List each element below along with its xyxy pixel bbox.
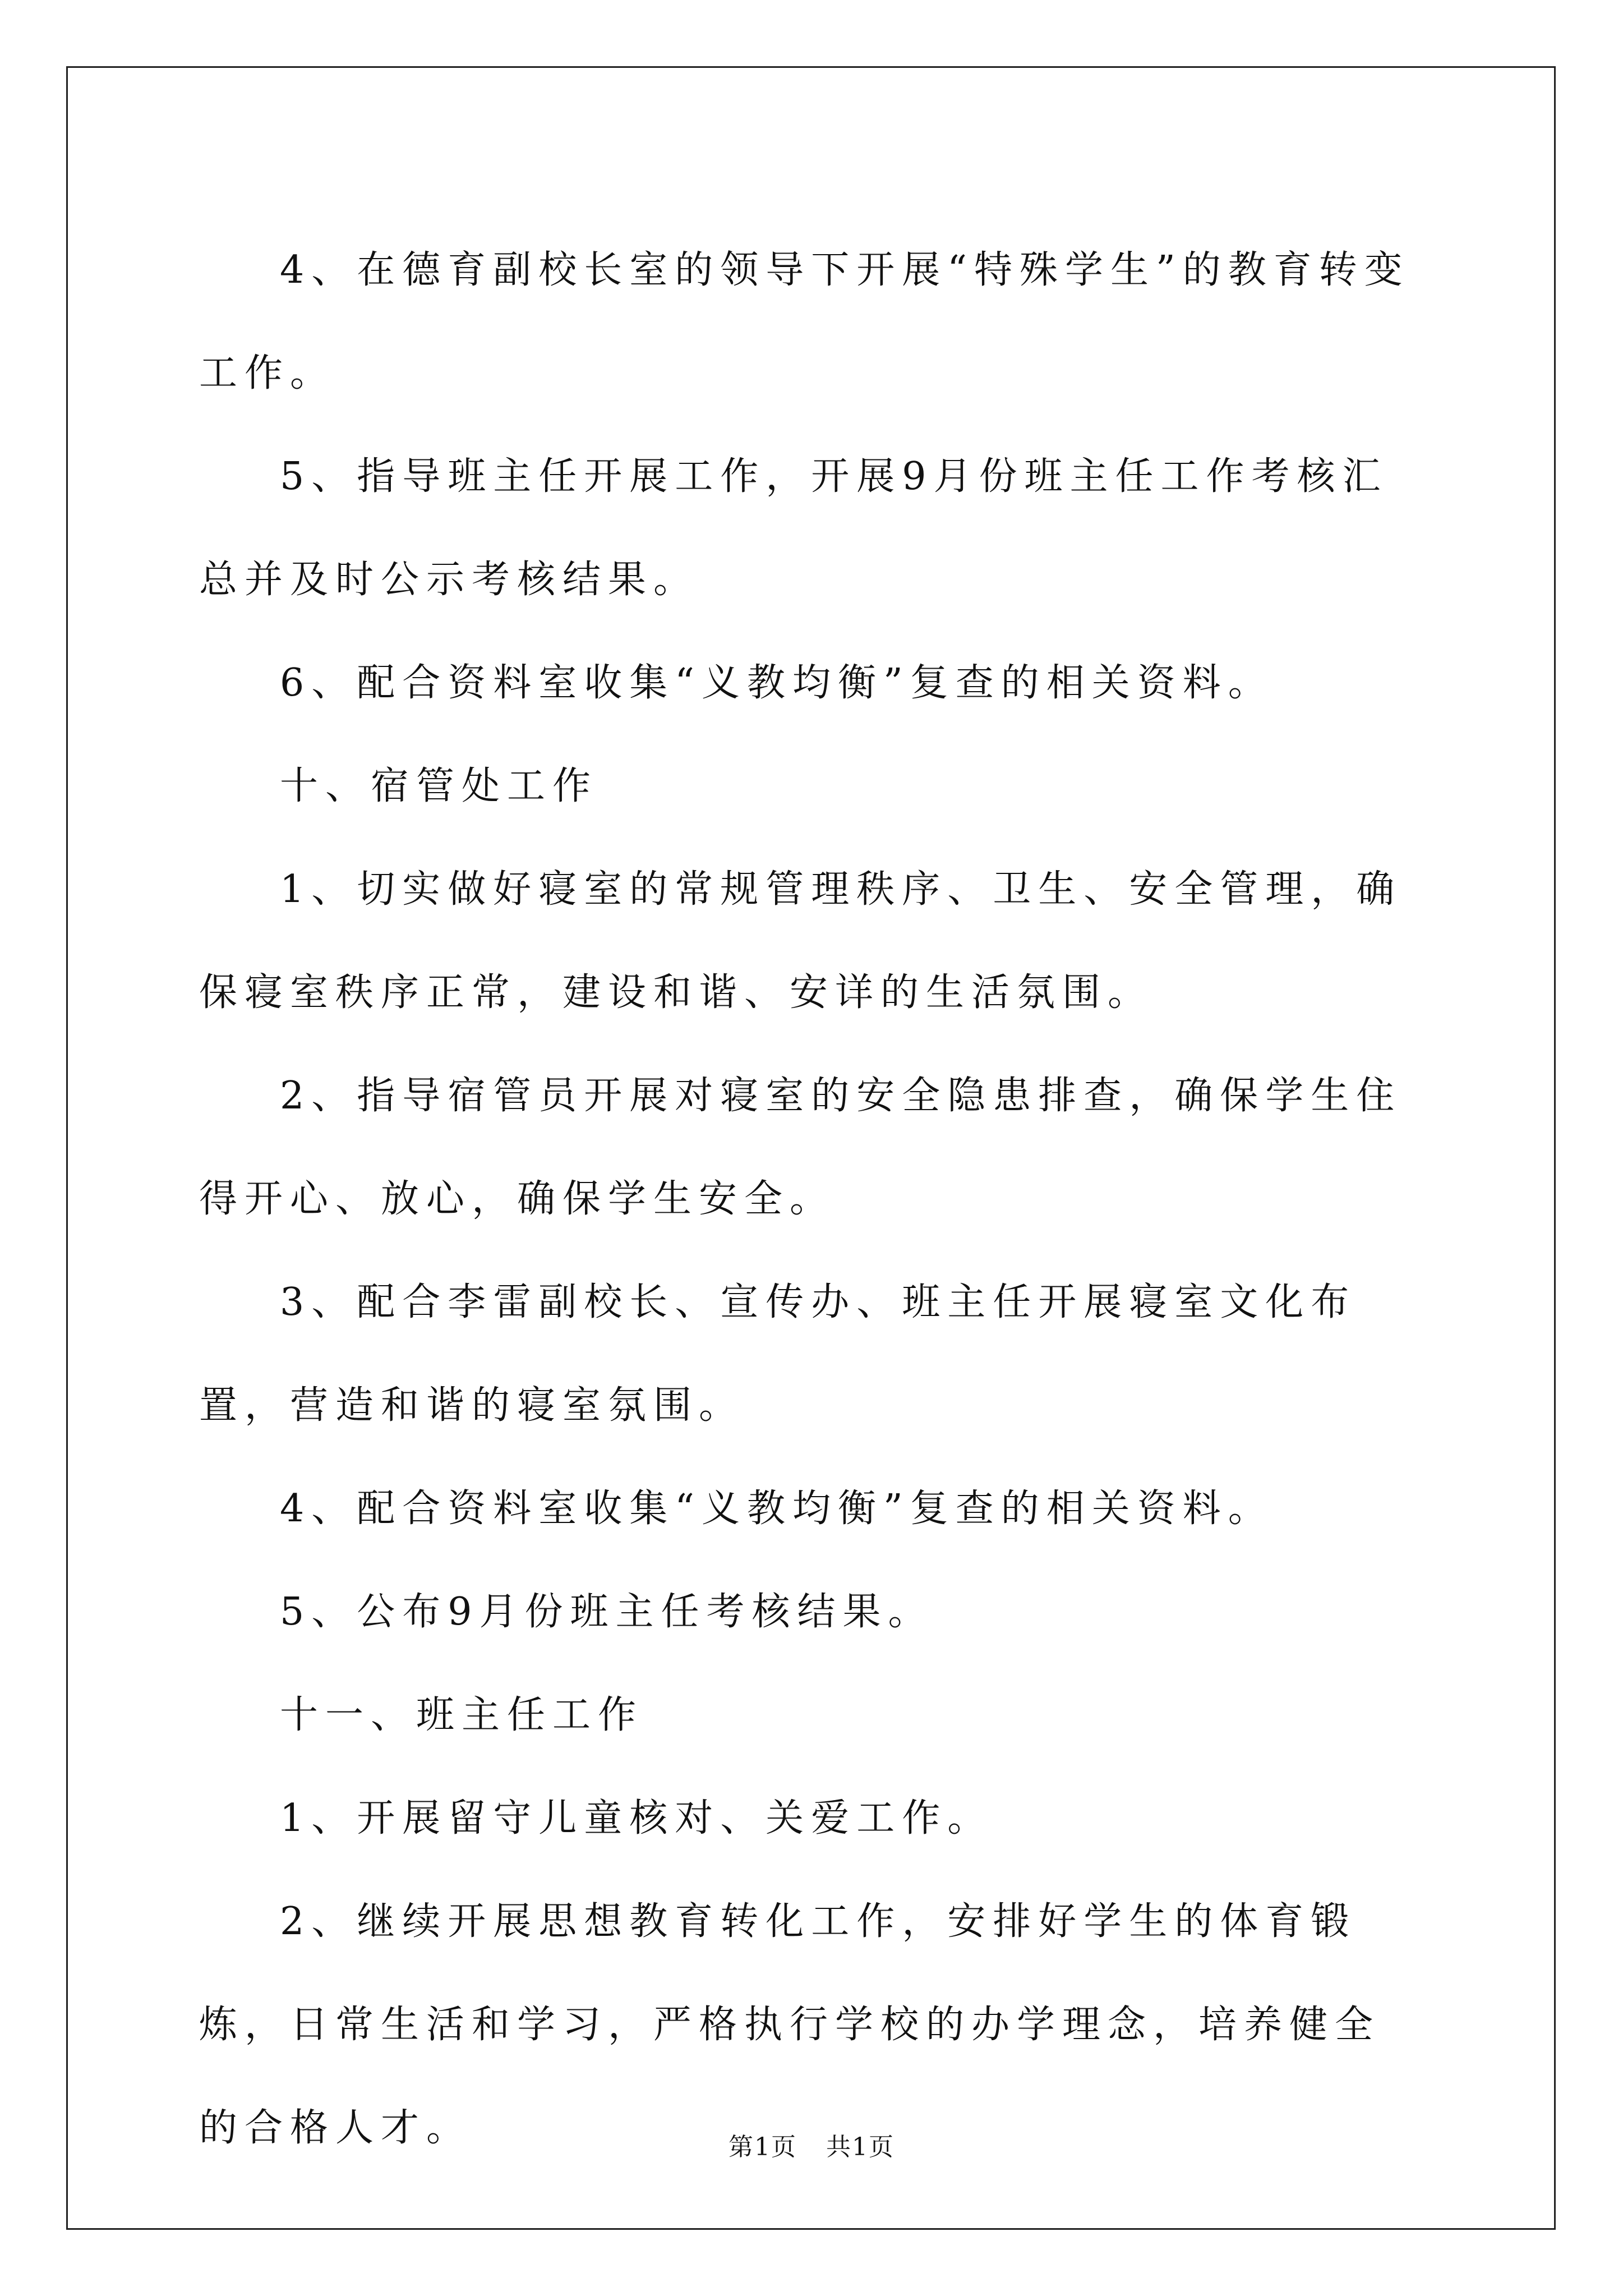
page-number-current: 第1页 (728, 2133, 797, 2161)
paragraph: 4、在德育副校长室的领导下开展“特殊学生”的教育转变工作。 (199, 248, 1410, 395)
section-heading: 十、宿管处工作 (280, 764, 598, 808)
paragraph: 5、指导班主任开展工作，开展9月份班主任工作考核汇总并及时公示考核结果。 (199, 454, 1388, 602)
document-body (199, 219, 1422, 2180)
paragraph: 2、指导宿管员开展对寝室的安全隐患排查，确保学生住得开心、放心，确保学生安全。 (199, 1074, 1402, 1221)
paragraph: 1、开展留守儿童核对、关爱工作。 (280, 1796, 993, 1841)
page-footer (0, 2131, 1623, 2164)
paragraph: 1、切实做好寝室的常规管理秩序、卫生、安全管理，确保寝室秩序正常，建设和谐、安详的生活氛围。 (199, 867, 1402, 1015)
paragraph: 4、配合资料室收集“义教均衡”复查的相关资料。 (280, 1487, 1274, 1531)
page-number-total: 共1页 (826, 2133, 895, 2161)
paragraph: 5、公布9月份班主任考核结果。 (280, 1590, 934, 1634)
paragraph: 3、配合李雷副校长、宣传办、班主任开展寝室文化布置，营造和谐的寝室氛围。 (199, 1280, 1357, 1428)
paragraph: 6、配合资料室收集“义教均衡”复查的相关资料。 (280, 661, 1274, 705)
section-heading: 十一、班主任工作 (280, 1693, 644, 1737)
paragraph: 2、继续开展思想教育转化工作，安排好学生的体育锻炼，日常生活和学习，严格执行学校的办学理念，培养健全的合格人才。 (199, 1899, 1381, 2150)
